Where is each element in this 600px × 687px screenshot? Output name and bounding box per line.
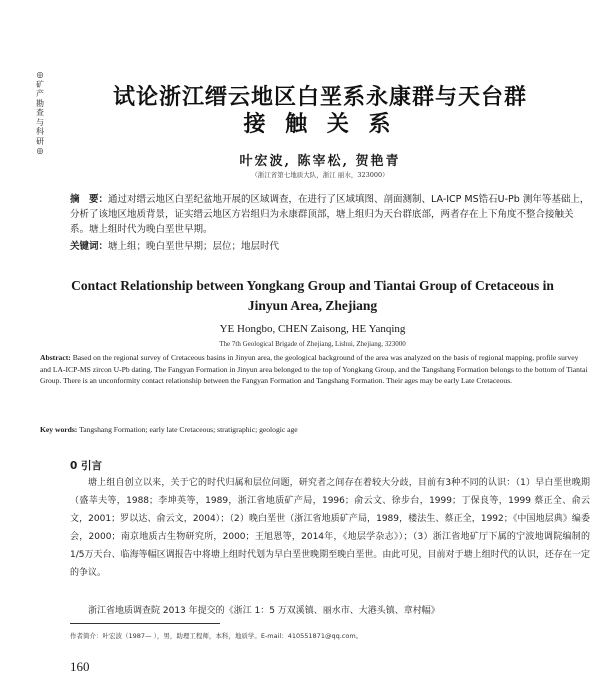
title-line-2: 接 触 关 系: [243, 112, 397, 137]
abstract-cn: [70, 192, 590, 237]
sidebar-char: ◎: [36, 146, 44, 155]
journal-sidebar: [33, 70, 47, 156]
english-abstract-text: Based on the regional survey of Cretaceous basins in Jinyun area, the geological background of the area was analyzed on the basis of regional mapping, profile survey and LA-ICP-MS zircon U-Pb dating. The Fangyan Formation in Jinyun area belonged to the top of Yongkang Group, and the Tangshang Formation belongs to the bottom of Tiantai Group. There is an unconformity contact relationship between the Fangyan Formation and Tangshang Formation. Their ages may be early Late Cretaceous.: [40, 353, 588, 385]
english-authors: YE Hongbo, CHEN Zaisong, HE Yanqing: [219, 323, 406, 335]
footnote: 作者简介：叶宏波（1987— ），男，助理工程师，本科，地质学。E-mail：410551871@qq.com。: [70, 632, 363, 640]
authors-cn: 叶宏波, 陈宰松, 贺艳青: [239, 154, 401, 169]
keywords-cn-text: 塘上组；晚白垩世早期；层位；地层时代: [108, 241, 280, 252]
sidebar-char: 与: [36, 117, 44, 127]
sidebar-char: 矿: [36, 79, 44, 89]
english-title-line-2: Jinyun Area, Zhejiang: [247, 298, 378, 313]
body-paragraph-1: 塘上组自创立以来，关于它的时代归属和层位问题，研究者之间存在着较大分歧，目前有3种不同的认识：（1）早白垩世晚期（盛莘夫等，1988；李坤英等，1989，浙江省地质矿产局，1996；俞云文、徐步台，1999；丁保良等，1999 蔡正全、俞云文，2001；罗以达、俞云文，2004）；（2）晚白垩世（浙江省地质矿产局，1989，楼法生、蔡正全，1992；《中国地层典》编委会，2000；南京地质古生物研究所，2000；王旭恩等，2014年，《地层学杂志》）；（3）浙江省地矿厅下属的宁波地调院编制的1/5万天台、临海等幅区调报告中将塘上组时代划为早白垩世晚期至晚白垩世。由此可见，目前对于塘上组时代的认识，还存在一定的争议。: [70, 478, 590, 578]
affiliation-cn: （浙江省第七地质大队，浙江 丽水，323000）: [251, 171, 389, 179]
keywords-cn: [70, 239, 590, 254]
sidebar-char: 研: [36, 136, 44, 146]
abstract-cn-text: 通过对缙云地区白垩纪盆地开展的区域调查，在进行了区域填图、剖面测制、LA-ICP MS锆石U-Pb 测年等基础上，分析了该地区地质背景，证实缙云地区方岩组归为永康群顶部，塘上组归为天台群底部，两者存在上下角度不整合接触关系。塘上组时代为晚白垩世早期。: [70, 194, 590, 235]
english-title-line-1: Contact Relationship between Yongkang Group and Tiantai Group of Cretaceous in: [71, 278, 554, 293]
english-abstract-label: Abstract:: [40, 353, 71, 362]
sidebar-char: ◎: [36, 70, 44, 79]
english-affiliation: The 7th Geological Brigade of Zhejiang, Lishui, Zhejiang, 323000: [219, 340, 406, 348]
abstract-cn-label: 摘 要：: [70, 194, 109, 205]
footnote-divider: [70, 623, 220, 624]
body-paragraph-2: 浙江省地质调查院 2013 年提交的《浙江 1：5 万双溪镇、丽水市、大港头镇、章村幅》: [88, 606, 440, 616]
sidebar-char: 查: [36, 108, 44, 117]
english-keywords: [40, 424, 590, 436]
sidebar-char: 勘: [36, 98, 44, 108]
sidebar-char: 产: [36, 89, 44, 98]
sidebar-char: 科: [36, 127, 44, 136]
title-line-1: 试论浙江缙云地区白垩系永康群与天台群: [112, 85, 527, 110]
english-abstract: [40, 352, 590, 387]
english-keywords-text: Tangshang Formation; early late Cretaceous; stratigraphic; geologic age: [79, 425, 298, 434]
section-heading: 0 引言: [70, 460, 102, 472]
english-keywords-label: Key words:: [40, 425, 78, 434]
page-number: 160: [70, 659, 90, 674]
keywords-cn-label: 关键词：: [70, 241, 109, 252]
